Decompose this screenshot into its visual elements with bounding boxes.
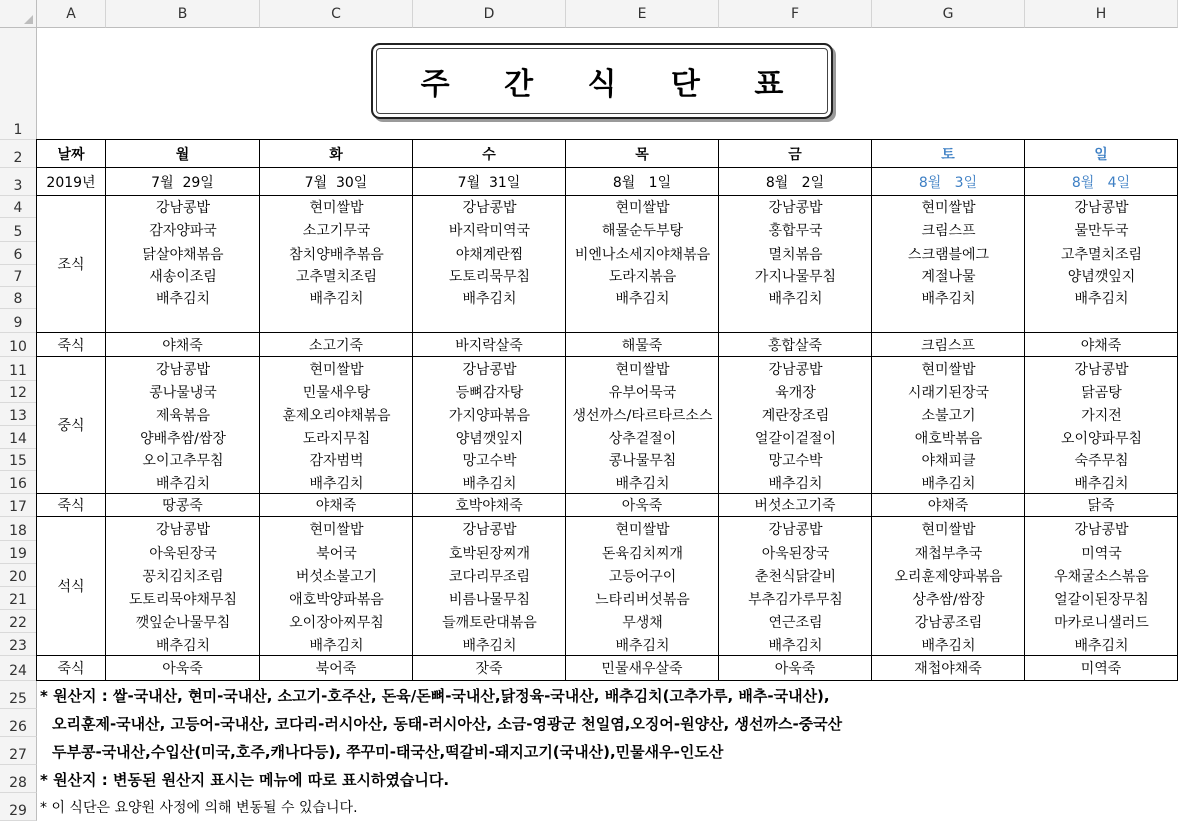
menu-item: 버섯소불고기 bbox=[295, 568, 378, 585]
porridge-item[interactable]: 야채죽 bbox=[871, 493, 1025, 517]
column-header-d[interactable]: D bbox=[413, 0, 566, 28]
menu-item: 북어국 bbox=[316, 545, 357, 562]
row-header-18[interactable]: 18 bbox=[0, 517, 37, 541]
menu-item: 얼갈이된장무침 bbox=[1054, 591, 1149, 608]
menu-item: 육개장 bbox=[775, 385, 816, 401]
column-header-e[interactable]: E bbox=[566, 0, 719, 28]
menu-item: 현미쌀밥 bbox=[309, 362, 364, 378]
row-header-12[interactable]: 12 bbox=[0, 381, 37, 403]
menu-item: 현미쌀밥 bbox=[309, 522, 364, 538]
menu-item: 고추멸치조림 bbox=[1060, 246, 1143, 263]
menu-item: 비름나물무침 bbox=[448, 591, 531, 608]
menu-item: 얼갈이겉절이 bbox=[754, 430, 837, 447]
menu-item: 상추겉절이 bbox=[608, 430, 677, 447]
porridge-item[interactable]: 홍합살죽 bbox=[718, 332, 872, 357]
menu-item: 돈육김치찌개 bbox=[601, 545, 684, 562]
porridge-item[interactable]: 미역죽 bbox=[1024, 655, 1178, 681]
menu-item: 도토리묵무침 bbox=[448, 269, 531, 285]
row-header-14[interactable]: 14 bbox=[0, 426, 37, 449]
date-cell-1[interactable]: 7월 30일 bbox=[259, 167, 413, 196]
menu-item: 배추김치 bbox=[921, 291, 976, 307]
date-cell-5[interactable]: 8월 3일 bbox=[871, 167, 1025, 196]
menu-item: 현미쌀밥 bbox=[921, 522, 976, 538]
menu-item: 소불고기 bbox=[921, 407, 976, 424]
day-header-3[interactable]: 목 bbox=[565, 139, 719, 168]
meal-label-porridge1[interactable]: 죽식 bbox=[36, 332, 106, 357]
menu-item: 배추김치 bbox=[1074, 291, 1129, 307]
row-header-22[interactable]: 22 bbox=[0, 610, 37, 633]
menu-item: 양배추쌈/쌈장 bbox=[140, 430, 226, 447]
row-header-7[interactable]: 7 bbox=[0, 265, 37, 287]
menu-item: 고추멸치조림 bbox=[295, 269, 378, 285]
day-header-5[interactable]: 토 bbox=[871, 139, 1025, 168]
menu-item: 해물순두부탕 bbox=[601, 223, 684, 239]
menu-item: 계란장조림 bbox=[761, 407, 830, 424]
menu-item: 감자범벅 bbox=[309, 453, 364, 469]
menu-item: 계절나물 bbox=[921, 269, 976, 285]
menu-item: 현미쌀밥 bbox=[921, 362, 976, 378]
menu-item: 시래기된장국 bbox=[907, 385, 990, 401]
meal-label-porridge3[interactable]: 죽식 bbox=[36, 655, 106, 681]
date-label[interactable]: 날짜 bbox=[36, 139, 106, 168]
menu-item: 부추김가루무침 bbox=[748, 591, 843, 608]
menu-item: 무생채 bbox=[622, 614, 663, 631]
menu-item: 생선까스/타르타르소스 bbox=[572, 407, 713, 424]
menu-item: 도라지무침 bbox=[302, 430, 371, 447]
menu-item: 유부어묵국 bbox=[608, 385, 677, 401]
meal-label-porridge2[interactable]: 죽식 bbox=[36, 493, 106, 517]
day-header-0[interactable]: 월 bbox=[105, 139, 260, 168]
menu-item: 망고수박 bbox=[462, 453, 517, 469]
menu-item: 강남콩밥 bbox=[768, 200, 823, 216]
porridge-item[interactable]: 소고기죽 bbox=[259, 332, 413, 357]
menu-item: 배추김치 bbox=[1074, 637, 1129, 654]
menu-item: 제육볶음 bbox=[155, 407, 211, 424]
note-line-5: * 이 식단은 요양원 사정에 의해 변동될 수 있습니다. bbox=[40, 800, 358, 816]
menu-item: 가지양파볶음 bbox=[448, 407, 531, 424]
porridge-item[interactable]: 야채죽 bbox=[105, 332, 260, 357]
menu-item: 미역국 bbox=[1081, 545, 1122, 562]
menu-item: 망고수박 bbox=[768, 453, 823, 469]
menu-item: 배추김치 bbox=[615, 291, 670, 307]
porridge-item[interactable]: 아욱죽 bbox=[565, 493, 719, 517]
row-header-21[interactable]: 21 bbox=[0, 587, 37, 610]
menu-item: 배추김치 bbox=[155, 637, 211, 654]
porridge-item[interactable]: 북어죽 bbox=[259, 655, 413, 681]
menu-item: 배추김치 bbox=[615, 475, 670, 492]
porridge-item[interactable]: 재첩야채죽 bbox=[871, 655, 1025, 681]
menu-item: 배추김치 bbox=[921, 637, 976, 654]
menu-item: 배추김치 bbox=[155, 475, 211, 492]
row-header-26[interactable]: 26 bbox=[0, 709, 37, 737]
date-cell-0[interactable]: 7월 29일 bbox=[105, 167, 260, 196]
menu-item: 닭살야채볶음 bbox=[142, 246, 224, 263]
menu-item: 강남콩밥 bbox=[155, 362, 211, 378]
meal-label-dinner[interactable]: 석식 bbox=[36, 516, 106, 656]
note-line-2: 오리훈제-국내산, 고등어-국내산, 코다리-러시아산, 동태-러시아산, 소금-영광군 천일염,오징어-원양산, 생선까스-중국산 bbox=[52, 715, 843, 733]
menu-item: 고등어구이 bbox=[608, 568, 677, 585]
column-header-g[interactable]: G bbox=[872, 0, 1025, 28]
menu-item: 애호박볶음 bbox=[914, 430, 983, 447]
row-header-27[interactable]: 27 bbox=[0, 737, 37, 765]
day-header-6[interactable]: 일 bbox=[1024, 139, 1178, 168]
select-all-corner[interactable] bbox=[0, 0, 37, 28]
menu-item: 스크램블에그 bbox=[907, 246, 990, 263]
menu-item: 깻잎순나물무침 bbox=[135, 614, 231, 631]
note-line-1: * 원산지 : 쌀-국내산, 현미-국내산, 소고기-호주산, 돈육/돈뼈-국내산,닭정육-국내산, 배추김치(고추가루, 배추-국내산), bbox=[40, 687, 830, 705]
menu-item: 크림스프 bbox=[921, 223, 976, 239]
menu-item: 양념깻잎지 bbox=[455, 430, 524, 447]
menu-item: 마카로니샐러드 bbox=[1054, 614, 1149, 631]
menu-item: 아욱된장국 bbox=[149, 545, 217, 562]
menu-item: 배추김치 bbox=[1074, 475, 1129, 492]
row-header-24[interactable]: 24 bbox=[0, 656, 37, 681]
menu-item: 호박된장찌개 bbox=[448, 545, 531, 562]
menu-item: 현미쌀밥 bbox=[615, 200, 670, 216]
menu-item: 숙주무침 bbox=[1074, 453, 1129, 469]
date-cell-2[interactable]: 7월 31일 bbox=[412, 167, 566, 196]
menu-item: 양념깻잎지 bbox=[1067, 269, 1136, 285]
menu-item: 아욱된장국 bbox=[761, 545, 830, 562]
menu-item: 강남콩밥 bbox=[1074, 522, 1129, 538]
porridge-item[interactable]: 해물죽 bbox=[565, 332, 719, 357]
column-header-f[interactable]: F bbox=[719, 0, 872, 28]
menu-item: 배추김치 bbox=[462, 291, 517, 307]
menu-item: 비엔나소세지야채볶음 bbox=[574, 246, 711, 263]
row-header-6[interactable]: 6 bbox=[0, 242, 37, 265]
menu-item: 배추김치 bbox=[462, 475, 517, 492]
menu-item: 강남콩밥 bbox=[155, 522, 211, 538]
column-header-a[interactable]: A bbox=[37, 0, 106, 28]
menu-item: 강남콩밥 bbox=[462, 200, 517, 216]
porridge-item[interactable]: 땅콩죽 bbox=[105, 493, 260, 517]
menu-item: 도라지볶음 bbox=[608, 269, 677, 285]
menu-item: 등뼈감자탕 bbox=[455, 385, 524, 401]
menu-item: 현미쌀밥 bbox=[921, 200, 976, 216]
row-header-11[interactable]: 11 bbox=[0, 357, 37, 381]
menu-item: 들깨토란대볶음 bbox=[442, 614, 537, 631]
menu-item: 강남콩밥 bbox=[462, 522, 517, 538]
porridge-item[interactable]: 아욱죽 bbox=[718, 655, 872, 681]
menu-item: 오이고추무침 bbox=[142, 453, 224, 469]
column-header-b[interactable]: B bbox=[106, 0, 260, 28]
menu-item: 물만두국 bbox=[1074, 223, 1129, 239]
menu-item: 오리훈제양파볶음 bbox=[894, 568, 1003, 585]
date-cell-4[interactable]: 8월 2일 bbox=[718, 167, 872, 196]
menu-item: 가지나물무침 bbox=[754, 269, 837, 285]
menu-item: 배추김치 bbox=[309, 637, 364, 654]
menu-item: 현미쌀밥 bbox=[615, 522, 670, 538]
row-header-2[interactable]: 2 bbox=[0, 140, 37, 168]
menu-item: 홍합무국 bbox=[768, 223, 823, 239]
menu-item: 배추김치 bbox=[768, 291, 823, 307]
menu-item: 콩나물무침 bbox=[608, 453, 677, 469]
row-header-25[interactable]: 25 bbox=[0, 681, 37, 709]
row-header-5[interactable]: 5 bbox=[0, 218, 37, 242]
note-line-3: 두부콩-국내산,수입산(미국,호주,캐나다등), 쭈꾸미-태국산,떡갈비-돼지고기(국내산),민물새우-인도산 bbox=[52, 743, 724, 761]
row-header-28[interactable]: 28 bbox=[0, 765, 37, 793]
menu-item: 멸치볶음 bbox=[768, 246, 823, 263]
menu-item: 닭곰탕 bbox=[1081, 385, 1122, 401]
menu-item: 배추김치 bbox=[615, 637, 670, 654]
menu-item: 오이양파무침 bbox=[1060, 430, 1143, 447]
note-line-4: * 원산지 : 변동된 원산지 표시는 메뉴에 따로 표시하였습니다. bbox=[40, 771, 450, 789]
menu-item: 배추김치 bbox=[155, 291, 211, 307]
menu-item: 배추김치 bbox=[768, 637, 823, 654]
menu-item: 상추쌈/쌈장 bbox=[912, 591, 985, 608]
menu-item: 현미쌀밥 bbox=[309, 200, 364, 216]
row-header-8[interactable]: 8 bbox=[0, 287, 37, 309]
porridge-item[interactable]: 야채죽 bbox=[1024, 332, 1178, 357]
menu-item: 오이장아찌무침 bbox=[289, 614, 384, 631]
date-cell-6[interactable]: 8월 4일 bbox=[1024, 167, 1178, 196]
porridge-item[interactable]: 민물새우살죽 bbox=[565, 655, 719, 681]
menu-item: 소고기무국 bbox=[302, 223, 371, 239]
porridge-item[interactable]: 야채죽 bbox=[259, 493, 413, 517]
menu-item: 배추김치 bbox=[309, 291, 364, 307]
menu-item: 강남콩밥 bbox=[1074, 362, 1129, 378]
menu-item: 콩나물냉국 bbox=[149, 385, 217, 401]
row-header-13[interactable]: 13 bbox=[0, 403, 37, 426]
row-header-16[interactable]: 16 bbox=[0, 471, 37, 494]
menu-item: 참치양배추볶음 bbox=[289, 246, 384, 263]
page-title: 주 간 식 단 표 bbox=[420, 67, 806, 102]
porridge-item[interactable]: 버섯소고기죽 bbox=[718, 493, 872, 517]
meal-label-lunch[interactable]: 중식 bbox=[36, 356, 106, 494]
menu-item: 강남콩조림 bbox=[914, 614, 983, 631]
menu-item: 도토리묵야채무침 bbox=[128, 591, 238, 608]
row-header-19[interactable]: 19 bbox=[0, 541, 37, 564]
menu-item: 배추김치 bbox=[309, 475, 364, 492]
row-header-15[interactable]: 15 bbox=[0, 449, 37, 471]
menu-item: 애호박양파볶음 bbox=[289, 591, 384, 608]
row-header-3[interactable]: 3 bbox=[0, 168, 37, 196]
menu-item: 강남콩밥 bbox=[768, 362, 823, 378]
menu-item: 연근조림 bbox=[768, 614, 823, 631]
row-header-23[interactable]: 23 bbox=[0, 633, 37, 656]
porridge-item[interactable]: 바지락살죽 bbox=[412, 332, 566, 357]
porridge-item[interactable]: 크림스프 bbox=[871, 332, 1025, 357]
menu-item: 코다리무조림 bbox=[448, 568, 531, 585]
row-header-4[interactable]: 4 bbox=[0, 196, 37, 218]
menu-item: 춘천식닭갈비 bbox=[754, 568, 837, 585]
row-header-1[interactable]: 1 bbox=[0, 28, 37, 140]
menu-item: 가지전 bbox=[1081, 407, 1122, 424]
menu-item: 강남콩밥 bbox=[768, 522, 823, 538]
row-header-17[interactable]: 17 bbox=[0, 494, 37, 517]
date-cell-3[interactable]: 8월 1일 bbox=[565, 167, 719, 196]
day-header-4[interactable]: 금 bbox=[718, 139, 872, 168]
menu-item: 우채굴소스볶음 bbox=[1054, 568, 1149, 585]
meal-label-breakfast[interactable]: 조식 bbox=[36, 195, 106, 333]
menu-item: 강남콩밥 bbox=[155, 200, 211, 216]
row-header-10[interactable]: 10 bbox=[0, 333, 37, 357]
menu-item: 재첩부추국 bbox=[914, 545, 983, 562]
title-box bbox=[371, 43, 833, 119]
menu-item: 야채계란찜 bbox=[455, 246, 524, 263]
menu-item: 민물새우탕 bbox=[302, 385, 371, 401]
menu-item: 새송이조림 bbox=[149, 269, 217, 285]
porridge-item[interactable]: 잣죽 bbox=[412, 655, 566, 681]
row-header-29[interactable]: 29 bbox=[0, 793, 37, 821]
day-header-2[interactable]: 수 bbox=[412, 139, 566, 168]
menu-item: 배추김치 bbox=[768, 475, 823, 492]
menu-item: 감자양파국 bbox=[149, 223, 217, 239]
menu-item: 현미쌀밥 bbox=[615, 362, 670, 378]
porridge-item[interactable]: 닭죽 bbox=[1024, 493, 1178, 517]
menu-item: 꽁치김치조림 bbox=[142, 568, 224, 585]
menu-item: 배추김치 bbox=[462, 637, 517, 654]
day-header-1[interactable]: 화 bbox=[259, 139, 413, 168]
menu-item: 느타리버섯볶음 bbox=[595, 591, 690, 608]
menu-item: 바지락미역국 bbox=[448, 223, 531, 239]
menu-item: 강남콩밥 bbox=[462, 362, 517, 378]
column-header-h[interactable]: H bbox=[1025, 0, 1178, 28]
menu-item: 강남콩밥 bbox=[1074, 200, 1129, 216]
menu-item: 훈제오리야채볶음 bbox=[282, 407, 391, 424]
porridge-item[interactable]: 아욱죽 bbox=[105, 655, 260, 681]
row-header-20[interactable]: 20 bbox=[0, 564, 37, 587]
row-header-9[interactable]: 9 bbox=[0, 309, 37, 333]
porridge-item[interactable]: 호박야채죽 bbox=[412, 493, 566, 517]
column-header-c[interactable]: C bbox=[260, 0, 413, 28]
menu-item: 야채피클 bbox=[921, 453, 976, 469]
menu-item: 배추김치 bbox=[921, 475, 976, 492]
year-cell[interactable]: 2019년 bbox=[36, 167, 106, 196]
